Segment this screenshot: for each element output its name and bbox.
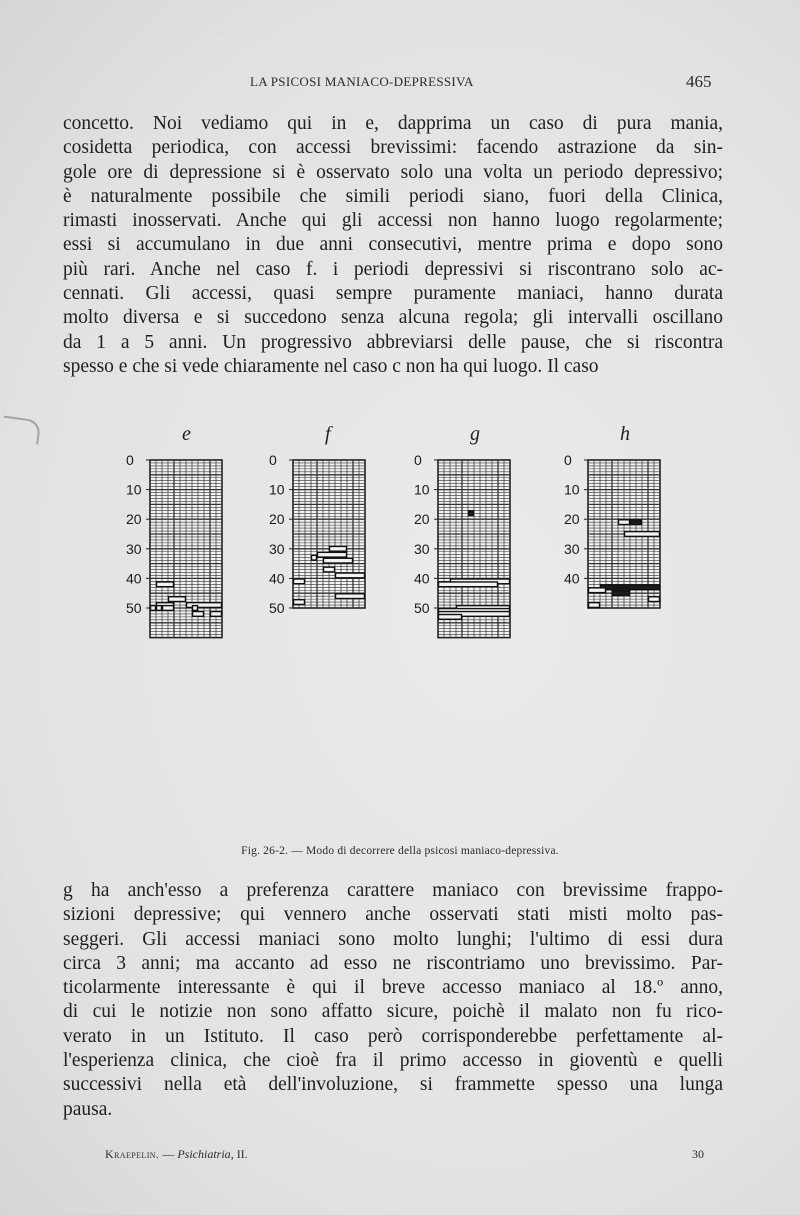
episode-manic bbox=[193, 612, 204, 617]
y-tick-label: 10 bbox=[126, 481, 142, 498]
figure-charts-svg bbox=[0, 415, 800, 835]
y-tick-label: 20 bbox=[414, 511, 430, 528]
episode-manic bbox=[211, 612, 222, 617]
episode-depressive bbox=[613, 591, 630, 596]
y-tick-label: 30 bbox=[126, 540, 142, 557]
footer-work: Psichiatria bbox=[177, 1147, 231, 1161]
figure-course-charts bbox=[0, 415, 800, 857]
y-tick-label: 30 bbox=[269, 540, 285, 557]
text-line: di cui le notizie non sono affatto sicure, poichè il malato non fu rico- bbox=[63, 1001, 723, 1023]
y-tick-label: 20 bbox=[126, 511, 142, 528]
episode-manic bbox=[187, 603, 222, 608]
y-tick-label: 20 bbox=[269, 511, 285, 528]
text-line: spesso e che si vede chiaramente nel caso c non ha qui luogo. Il caso bbox=[63, 355, 599, 377]
episode-manic bbox=[625, 532, 660, 537]
text-line: da 1 a 5 anni. Un progressivo abbreviarsi delle pause, che si riscontra bbox=[63, 331, 723, 353]
y-tick-label: 10 bbox=[269, 481, 285, 498]
y-tick-label: 10 bbox=[414, 481, 430, 498]
y-tick-label: 20 bbox=[564, 511, 580, 528]
text-line: più rari. Anche nel caso f. i periodi depressivi si riscontrano solo ac- bbox=[63, 258, 723, 280]
text-line: pausa. bbox=[63, 1098, 113, 1120]
text-line: g ha anch'esso a preferenza carattere maniaco con brevissime frappo- bbox=[63, 880, 723, 901]
episode-manic bbox=[336, 573, 365, 578]
page-number: 465 bbox=[686, 72, 712, 91]
footer-separator: — bbox=[159, 1147, 178, 1161]
y-tick-label: 10 bbox=[564, 481, 580, 498]
footer-author: Kraepelin. bbox=[105, 1147, 160, 1161]
episode-manic bbox=[157, 582, 174, 587]
episode-manic bbox=[589, 603, 600, 608]
panel-label-h: h bbox=[620, 423, 630, 445]
text-line: concetto. Noi vediamo qui in e, dapprima un caso di pura mania, bbox=[63, 113, 723, 134]
page-footer bbox=[0, 1147, 800, 1167]
text-line: essi si accumulano in due anni consecutivi, mentre prima e dopo sono bbox=[63, 234, 723, 256]
running-title: LA PSICOSI MANIACO-DEPRESSIVA bbox=[250, 74, 474, 89]
episode-manic bbox=[157, 606, 162, 611]
episode-manic bbox=[619, 520, 630, 525]
episode-manic bbox=[330, 546, 347, 551]
panel-label-g: g bbox=[470, 423, 480, 445]
footer-volume: , II. bbox=[230, 1147, 248, 1161]
paragraph-1 bbox=[63, 112, 723, 379]
figure-caption: Fig. 26-2. — Modo di decorrere della psicosi maniaco-depressiva. bbox=[241, 845, 559, 857]
y-tick-label: 0 bbox=[564, 452, 572, 468]
episode-mixed bbox=[294, 600, 305, 605]
text-line: molto diversa e si succedono senza alcuna regola; gli intervalli oscillano bbox=[63, 307, 723, 329]
text-line: è naturalmente possibile che simili periodi siano, fuori della Clinica, bbox=[63, 185, 723, 207]
episode-manic bbox=[439, 615, 462, 620]
text-line: l'esperienza clinica, che cioè fra il primo accesso in gioventù e quelli bbox=[63, 1050, 723, 1072]
footer-citation bbox=[105, 1147, 248, 1162]
episode-manic bbox=[439, 582, 498, 587]
text-line: cosidetta periodica, con accessi brevissimi: facendo astrazione da sin- bbox=[63, 137, 723, 159]
text-line: rimasti inosservati. Anche qui gli accessi non hanno luogo regolarmente; bbox=[63, 210, 723, 232]
episode-manic bbox=[649, 597, 660, 602]
episode-manic bbox=[169, 597, 186, 602]
y-tick-label: 0 bbox=[126, 452, 134, 468]
episode-manic bbox=[589, 588, 606, 593]
y-tick-label: 40 bbox=[564, 570, 580, 587]
running-head bbox=[0, 72, 800, 92]
y-tick-label: 50 bbox=[269, 600, 285, 616]
panel-label-f: f bbox=[325, 423, 331, 445]
text-line: sizioni depressive; qui vennero anche osservati stati misti molto pas- bbox=[63, 904, 723, 926]
episode-manic bbox=[318, 552, 347, 557]
y-tick-label: 40 bbox=[126, 570, 142, 587]
signature-mark: 30 bbox=[692, 1147, 704, 1161]
y-tick-label: 50 bbox=[126, 600, 142, 616]
text-line: cennati. Gli accessi, quasi sempre puramente maniaci, hanno durata bbox=[63, 283, 723, 305]
text-line: gole ore di depressione si è osservato solo una volta un periodo depressivo; bbox=[63, 161, 723, 183]
text-line: successivi nella età dell'involuzione, si frammette spesso una lunga bbox=[63, 1074, 723, 1096]
y-tick-label: 30 bbox=[564, 540, 580, 557]
episode-manic bbox=[193, 606, 198, 611]
text-line: verato in un Istituto. Il caso però corrisponderebbe perfettamente al- bbox=[63, 1025, 723, 1047]
y-tick-label: 0 bbox=[269, 452, 277, 468]
paragraph-2 bbox=[63, 879, 723, 1122]
episode-manic bbox=[151, 606, 156, 611]
episode-manic bbox=[312, 555, 317, 560]
y-tick-label: 0 bbox=[414, 452, 422, 468]
episode-manic bbox=[336, 594, 365, 599]
y-tick-label: 40 bbox=[269, 570, 285, 587]
y-tick-label: 40 bbox=[414, 570, 430, 587]
text-line: circa 3 anni; ma accanto ad esso ne riscontriamo uno brevissimo. Par- bbox=[63, 952, 723, 974]
text-line: seggeri. Gli accessi maniaci sono molto lunghi; l'ultimo di essi dura bbox=[63, 928, 723, 950]
episode-depressive bbox=[469, 511, 474, 516]
y-tick-label: 30 bbox=[414, 540, 430, 557]
panel-label-e: e bbox=[182, 423, 191, 445]
episode-manic bbox=[324, 558, 353, 563]
episode-manic bbox=[294, 579, 305, 584]
episode-depressive bbox=[631, 520, 642, 525]
episode-manic bbox=[163, 606, 174, 611]
text-line: ticolarmente interessante è qui il breve accesso maniaco al 18.º anno, bbox=[63, 977, 723, 999]
y-tick-label: 50 bbox=[414, 600, 430, 616]
episode-manic bbox=[324, 567, 335, 572]
